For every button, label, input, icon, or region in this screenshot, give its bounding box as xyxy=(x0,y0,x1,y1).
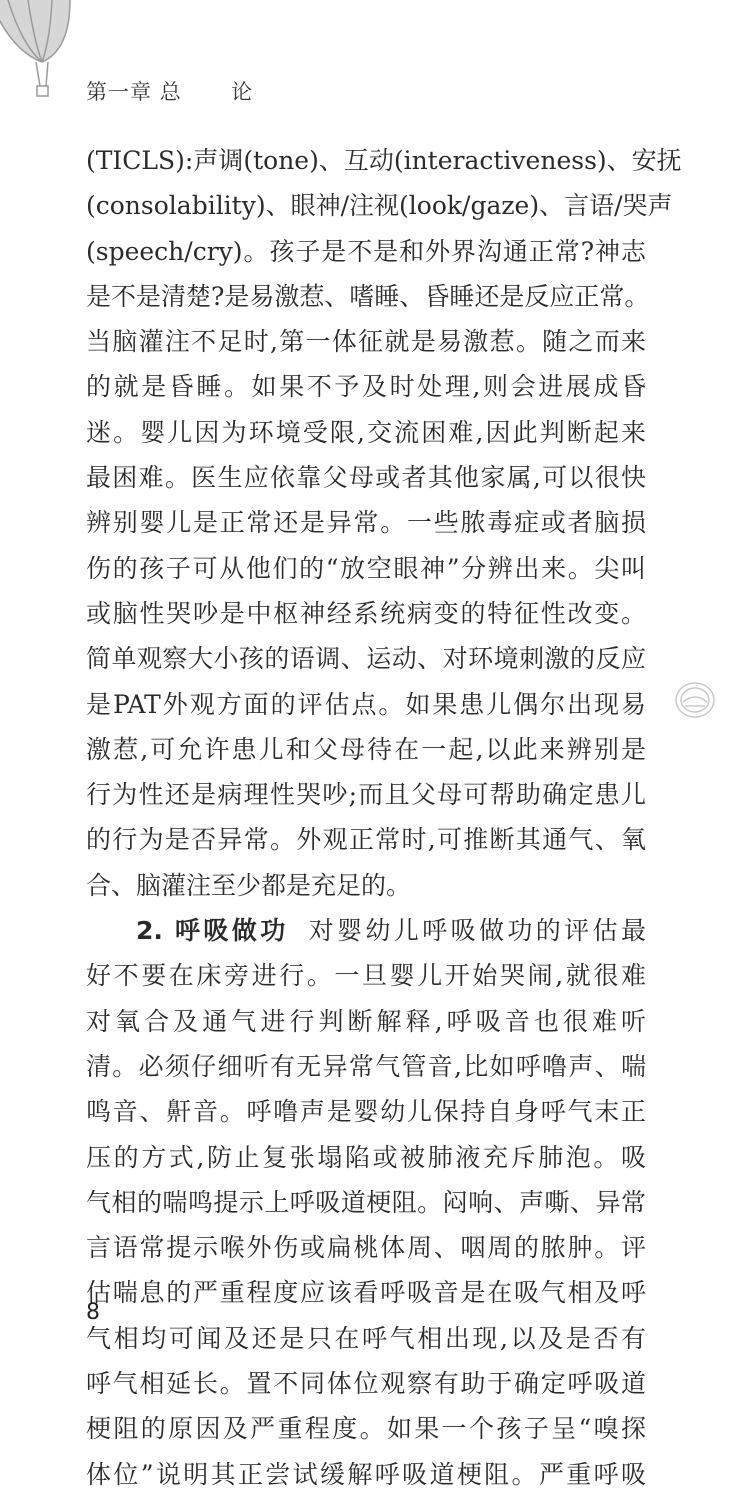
text-line: 简单观察大小孩的语调、运动、对环境刺激的反应 xyxy=(86,644,646,674)
text-line: 行为性还是病理性哭吵;而且父母可帮助确定患儿 xyxy=(86,780,646,810)
text-line: 伤的孩子可从他们的“放空眼神”分辨出来。尖叫 xyxy=(86,553,646,583)
text-line: (TICLS):声调(tone)、互动(interactiveness)、安抚 xyxy=(86,146,682,175)
text-line: 鸣音、鼾音。呼噜声是婴幼儿保持自身呼气末正 xyxy=(86,1097,646,1127)
text-line: 气相均可闻及还是只在呼气相出现,以及是否有 xyxy=(86,1323,646,1353)
text-line: 气相的喘鸣提示上呼吸道梗阻。闷响、声嘶、异常 xyxy=(86,1187,646,1217)
chapter-title-left: 总 xyxy=(159,80,182,104)
text-line: 当脑灌注不足时,第一体征就是易激惹。随之而来 xyxy=(86,327,646,357)
text-line: (consolability)、眼神/注视(look/gaze)、言语/哭声 xyxy=(86,191,673,221)
hot-air-balloon-icon xyxy=(0,0,90,110)
text-line: (speech/cry)。孩子是不是和外界沟通正常?神志 xyxy=(86,236,646,266)
section-heading-line xyxy=(86,908,646,953)
text-line: 言语常提示喉外伤或扁桃体周、咽周的脓肿。评 xyxy=(86,1233,646,1263)
text-line: 的行为是否异常。外观正常时,可推断其通气、氧 xyxy=(86,825,646,855)
section-title: 2. 呼吸做功 xyxy=(136,916,289,946)
text-line: 是不是清楚?是易激惹、嗜睡、昏睡还是反应正常。 xyxy=(86,281,650,311)
text-line: 呼气相延长。置不同体位观察有助于确定呼吸道 xyxy=(86,1369,646,1399)
text-line: 压的方式,防止复张塌陷或被肺液充斥肺泡。吸 xyxy=(86,1142,646,1172)
text-line: 体位”说明其正尝试缓解呼吸道梗阻。严重呼吸 xyxy=(86,1459,646,1489)
text-line: 好不要在床旁进行。一旦婴儿开始哭闹,就很难 xyxy=(86,961,646,991)
text-line: 激惹,可允许患儿和父母待在一起,以此来辨别是 xyxy=(86,734,646,764)
text-line: 对氧合及通气进行判断解释,呼吸音也很难听 xyxy=(86,1006,646,1036)
publisher-logo-icon xyxy=(673,680,717,720)
text-line: 清。必须仔细听有无异常气管音,比如呼噜声、喘 xyxy=(86,1051,646,1081)
chapter-label: 第一章 xyxy=(86,80,152,104)
text-line: 迷。婴儿因为环境受限,交流困难,因此判断起来 xyxy=(86,417,646,447)
text-line: 或脑性哭吵是中枢神经系统病变的特征性改变。 xyxy=(86,598,646,628)
text-line: 辨别婴儿是正常还是异常。一些脓毒症或者脑损 xyxy=(86,508,646,538)
page-number: 8 xyxy=(86,1300,100,1325)
body-text xyxy=(86,138,682,1497)
chapter-title-right: 论 xyxy=(231,80,254,104)
running-header xyxy=(86,76,253,106)
text-line: 是PAT外观方面的评估点。如果患儿偶尔出现易 xyxy=(86,689,646,719)
text-line: 梗阻的原因及严重程度。如果一个孩子呈“嗅探 xyxy=(86,1414,646,1444)
text-line: 估喘息的严重程度应该看呼吸音是在吸气相及呼 xyxy=(86,1278,646,1308)
text-line: 合、脑灌注至少都是充足的。 xyxy=(86,870,412,900)
text-line: 最困难。医生应依靠父母或者其他家属,可以很快 xyxy=(86,463,646,493)
text-line-fragment: 对婴幼儿呼吸做功的评估最 xyxy=(308,916,646,946)
text-line: 的就是昏睡。如果不予及时处理,则会进展成昏 xyxy=(86,372,646,402)
